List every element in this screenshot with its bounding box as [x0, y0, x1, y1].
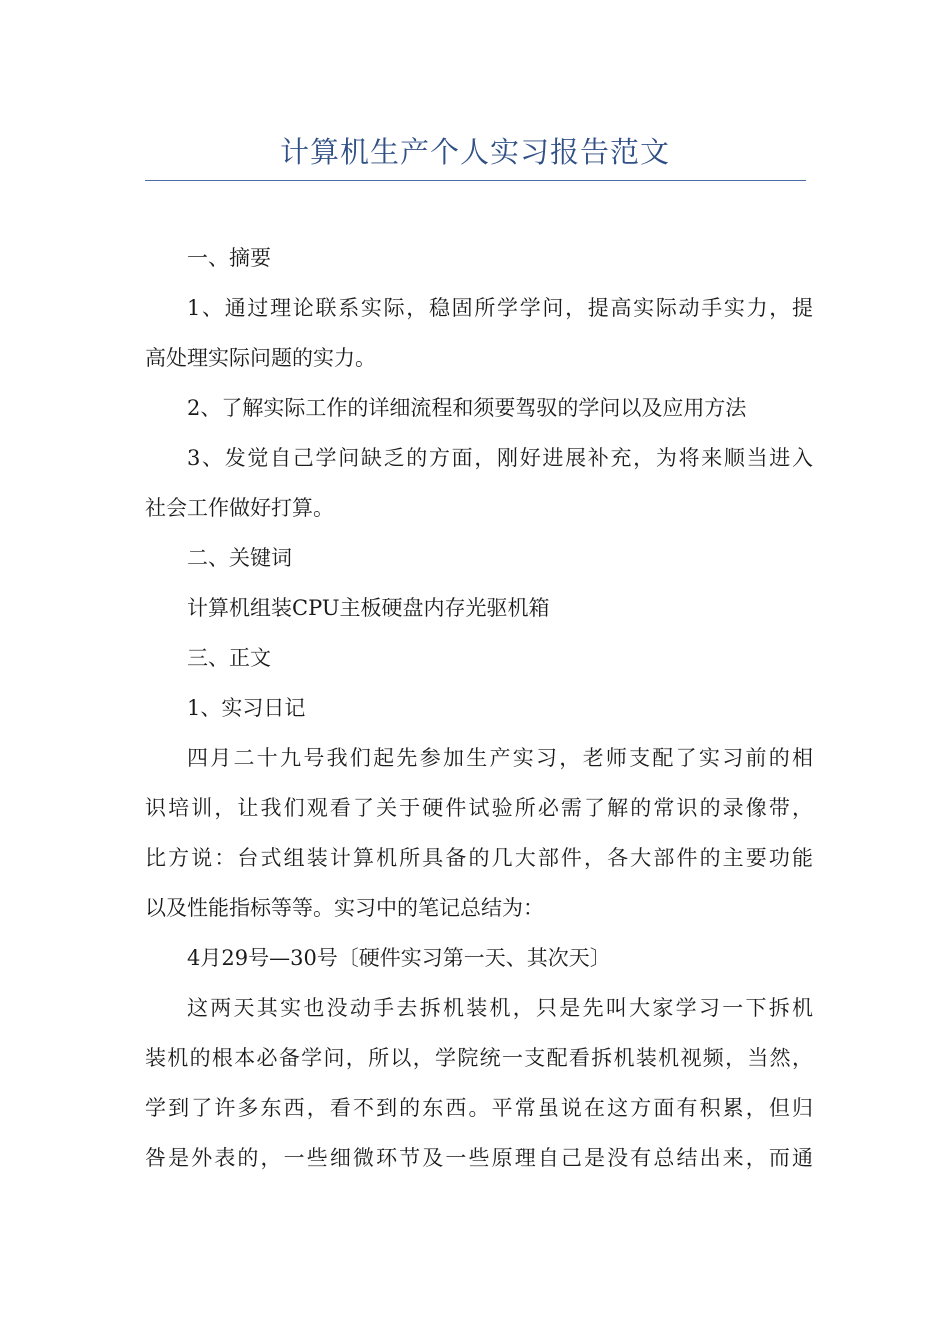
heading-main-text	[145, 633, 813, 683]
text-line: 这两天其实也没动手去拆机装机，只是先叫大家学习一下拆机	[187, 996, 813, 1020]
text-line: 学到了许多东西，看不到的东西。平常虽说在这方面有积累，但归	[145, 1096, 813, 1120]
text-line: 2、了解实际工作的详细流程和须要驾驭的学问以及应用方法	[187, 396, 747, 420]
heading-abstract	[145, 233, 813, 283]
keywords-text	[145, 583, 813, 633]
text-line: 比方说：台式组装计算机所具备的几大部件，各大部件的主要功能	[145, 846, 813, 870]
text-line: 3、发觉自己学问缺乏的方面，刚好进展补充，为将来顺当进入	[187, 446, 813, 470]
document-body	[145, 233, 813, 1183]
text-line: 咎是外表的，一些细微环节及一些原理自己是没有总结出来，而通	[145, 1146, 813, 1170]
text-line: 高处理实际问题的实力。	[145, 346, 376, 370]
document-title: 计算机生产个人实习报告范文	[279, 135, 670, 169]
text-line: 装机的根本必备学问，所以，学院统一支配看拆机装机视频，当然，	[145, 1046, 813, 1070]
text-line: 1、通过理论联系实际，稳固所学学问，提高实际动手实力，提	[187, 296, 813, 320]
text-line: 4月29号—30号〔硬件实习第一天、其次天〕	[187, 946, 611, 970]
text-line: 以及性能指标等等。实习中的笔记总结为：	[145, 896, 544, 920]
diary-intro-paragraph	[145, 733, 813, 933]
diary-date-heading	[145, 933, 813, 983]
text-line: 四月二十九号我们起先参加生产实习，老师支配了实习前的相	[187, 746, 813, 770]
text-line: 1、实习日记	[187, 696, 306, 720]
text-line: 计算机组装CPU主板硬盘内存光驱机箱	[187, 596, 550, 620]
text-line: 识培训，让我们观看了关于硬件试验所必需了解的常识的录像带，	[145, 796, 813, 820]
text-line: 二、关键词	[187, 546, 292, 570]
abstract-item-1	[145, 283, 813, 383]
text-line: 一、摘要	[187, 246, 271, 270]
text-line: 三、正文	[187, 646, 271, 670]
text-line: 社会工作做好打算。	[145, 496, 334, 520]
subheading-internship-diary	[145, 683, 813, 733]
diary-day-paragraph	[145, 983, 813, 1183]
abstract-item-2	[145, 383, 813, 433]
abstract-item-3	[145, 433, 813, 533]
title-underline	[145, 180, 806, 181]
heading-keywords	[145, 533, 813, 583]
